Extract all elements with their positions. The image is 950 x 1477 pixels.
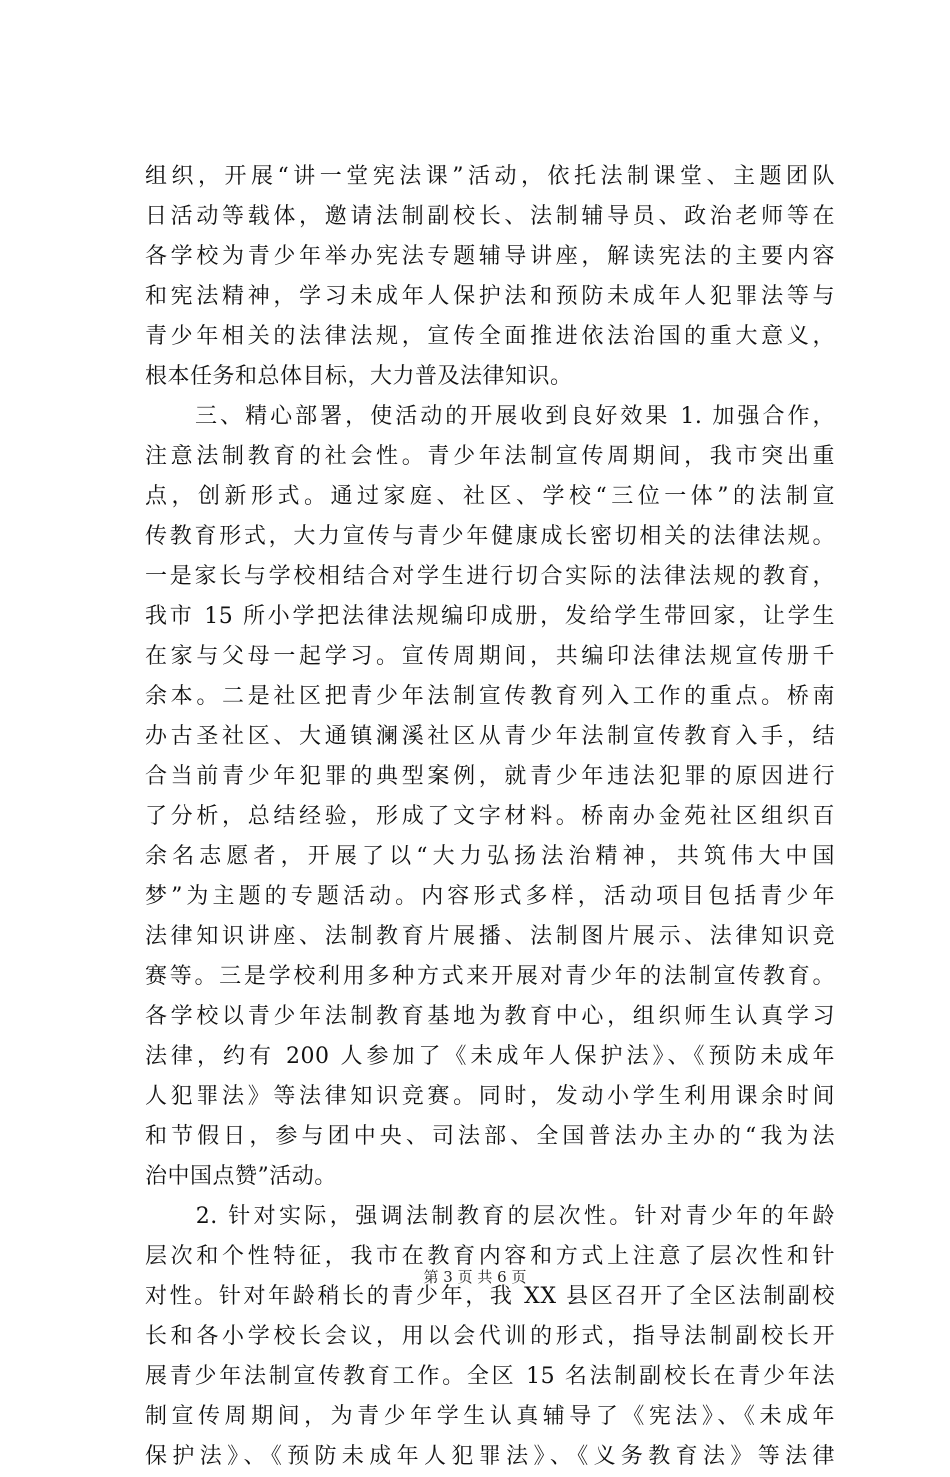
text-line: 一是家长与学校相结合对学生进行切合实际的法律法规的教育，	[145, 564, 835, 589]
text-line: 2. 针对实际，强调法制教育的层次性。针对青少年的年龄	[145, 1204, 835, 1229]
text-line: 和节假日，参与团中央、司法部、全国普法办主办的“我为法	[145, 1124, 835, 1149]
text-line: 治中国点赞”活动。	[145, 1164, 337, 1189]
text-line: 青少年相关的法律法规，宣传全面推进依法治国的重大意义，	[145, 324, 835, 349]
text-line: 各学校为青少年举办宪法专题辅导讲座，解读宪法的主要内容	[145, 244, 835, 269]
text-line: 三、精心部署，使活动的开展收到良好效果 1. 加强合作，	[145, 404, 835, 429]
text-line: 梦”为主题的专题活动。内容形式多样，活动项目包括青少年	[145, 884, 835, 909]
text-line: 余名志愿者，开展了以“大力弘扬法治精神，共筑伟大中国	[145, 844, 835, 869]
text-line: 传教育形式，大力宣传与青少年健康成长密切相关的法律法规。	[145, 524, 835, 549]
text-line: 日活动等载体，邀请法制副校长、法制辅导员、政治老师等在	[145, 204, 835, 229]
text-line: 保护法》、《预防未成年人犯罪法》、《义务教育法》等法律	[145, 1444, 835, 1469]
text-line: 和宪法精神，学习未成年人保护法和预防未成年人犯罪法等与	[145, 284, 835, 309]
text-line: 我市 15 所小学把法律法规编印成册，发给学生带回家，让学生	[145, 604, 835, 629]
text-line: 法律知识讲座、法制教育片展播、法制图片展示、法律知识竞	[145, 924, 835, 949]
page-footer: 第 3 页 共 6 页	[423, 1268, 527, 1286]
text-line: 赛等。三是学校利用多种方式来开展对青少年的法制宣传教育。	[145, 964, 835, 989]
text-line: 根本任务和总体目标，大力普及法律知识。	[145, 364, 573, 389]
text-line: 点，创新形式。通过家庭、社区、学校“三位一体”的法制宣	[145, 484, 835, 509]
text-line: 余本。二是社区把青少年法制宣传教育列入工作的重点。桥南	[145, 684, 835, 709]
text-line: 合当前青少年犯罪的典型案例，就青少年违法犯罪的原因进行	[145, 764, 835, 789]
text-line: 办古圣社区、大通镇澜溪社区从青少年法制宣传教育入手，结	[145, 724, 835, 749]
text-line: 层次和个性特征，我市在教育内容和方式上注意了层次性和针	[145, 1244, 835, 1269]
text-line: 了分析，总结经验，形成了文字材料。桥南办金苑社区组织百	[145, 804, 835, 829]
text-line: 人犯罪法》等法律知识竞赛。同时，发动小学生利用课余时间	[145, 1084, 835, 1109]
text-line: 制宣传周期间，为青少年学生认真辅导了《宪法》、《未成年	[145, 1404, 835, 1429]
text-line: 展青少年法制宣传教育工作。全区 15 名法制副校长在青少年法	[145, 1364, 835, 1389]
text-line: 在家与父母一起学习。宣传周期间，共编印法律法规宣传册千	[145, 644, 835, 669]
text-line: 长和各小学校长会议，用以会代训的形式，指导法制副校长开	[145, 1324, 835, 1349]
text-line: 法律，约有 200 人参加了《未成年人保护法》、《预防未成年	[145, 1044, 835, 1069]
text-line: 各学校以青少年法制教育基地为教育中心，组织师生认真学习	[145, 1004, 835, 1029]
text-line: 对性。针对年龄稍长的青少年，我 XX 县区召开了全区法制副校	[145, 1284, 835, 1309]
text-line: 组织，开展“讲一堂宪法课”活动，依托法制课堂、主题团队	[145, 164, 835, 189]
text-line: 注意法制教育的社会性。青少年法制宣传周期间，我市突出重	[145, 444, 835, 469]
